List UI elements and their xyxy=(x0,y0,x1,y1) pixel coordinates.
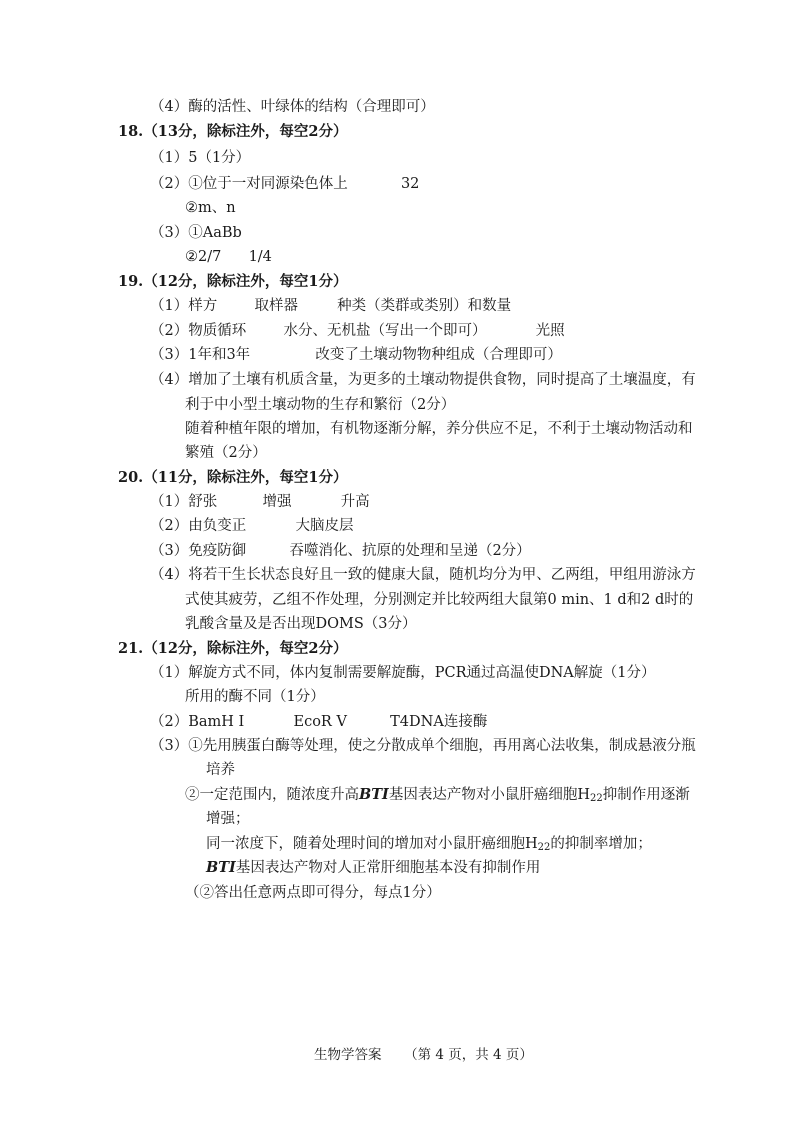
header-text: 20.（11分，除标注外，每空1分） xyxy=(118,469,348,486)
answer-19-1 xyxy=(150,296,511,316)
answer-text: ②一定范围内，随浓度升高 xyxy=(185,787,359,803)
answer-20-2 xyxy=(150,516,353,536)
answer-20-3 xyxy=(150,541,531,561)
answer-text: （3）1年和3年 xyxy=(150,347,251,363)
answer-21-1a xyxy=(150,663,656,683)
answer-text: 增强 xyxy=(262,494,292,510)
answer-text: 抑制作用逐渐 xyxy=(602,787,690,803)
answer-text: 式使其疲劳，乙组不作处理，分别测定并比较两组大鼠第0 min、1 d和2 d时的 xyxy=(185,592,694,608)
answer-19-4c xyxy=(185,419,693,439)
answer-text: 同一浓度下，随着处理时间的增加对小鼠肝癌细胞 xyxy=(206,836,525,852)
question-21-header xyxy=(118,639,348,659)
answer-17-4 xyxy=(150,97,435,117)
cell-line-subscript: 22 xyxy=(590,793,603,804)
answer-text: （3）①AaBb xyxy=(150,225,242,241)
answer-text: 增强； xyxy=(206,811,250,827)
answer-text: EcoR V xyxy=(293,714,347,730)
answer-text: （3）免疫防御 xyxy=(150,543,247,559)
answer-20-4c xyxy=(185,614,417,634)
answer-text: 1/4 xyxy=(248,249,272,265)
page-footer xyxy=(314,1045,533,1065)
question-18-header xyxy=(118,122,348,142)
answer-text: 吞噬消化、抗原的处理和呈递（2分） xyxy=(289,543,531,559)
answer-text: 水分、无机盐（写出一个即可） xyxy=(283,323,487,339)
header-text: 21.（12分，除标注外，每空2分） xyxy=(118,640,348,657)
answer-text: 种类（类群或类别）和数量 xyxy=(337,298,512,314)
header-text: 18.（13分，除标注外，每空2分） xyxy=(118,123,348,140)
answer-text: （2）物质循环 xyxy=(150,323,247,339)
answer-18-1 xyxy=(150,148,250,168)
answer-text: （4）将若干生长状态良好且一致的健康大鼠，随机均分为甲、乙两组，甲组用游泳方 xyxy=(150,567,696,583)
answer-text: （2）由负变正 xyxy=(150,518,247,534)
answer-text: 取样器 xyxy=(254,298,298,314)
answer-text: T4DNA连接酶 xyxy=(390,714,488,730)
answer-18-2b xyxy=(185,198,236,218)
answer-21-3f xyxy=(206,858,540,878)
answer-21-3c xyxy=(185,785,690,809)
answer-text: 改变了土壤动物物种组成（合理即可） xyxy=(315,347,562,363)
answer-text: （1）样方 xyxy=(150,298,218,314)
answer-20-4a xyxy=(150,565,696,585)
answer-text: 利于中小型土壤动物的生存和繁衍（2分） xyxy=(185,397,456,413)
answer-text: ②2/7 xyxy=(185,249,222,265)
answer-18-2a xyxy=(150,174,419,194)
question-19-header xyxy=(118,272,348,292)
answer-21-3a xyxy=(150,736,696,756)
answer-text: 升高 xyxy=(340,494,370,510)
answer-text: 所用的酶不同（1分） xyxy=(185,689,325,705)
answer-text: 繁殖（2分） xyxy=(185,445,267,461)
answer-19-3 xyxy=(150,345,562,365)
answer-21-3e xyxy=(206,834,652,858)
answer-text: 基因表达产物对小鼠肝癌细胞 xyxy=(388,787,578,803)
answer-text: 的抑制率增加； xyxy=(550,836,652,852)
answer-18-3b xyxy=(185,247,272,267)
answer-text: 光照 xyxy=(535,323,565,339)
answer-text: 随着种植年限的增加，有机物逐渐分解，养分供应不足，不利于土壤动物活动和 xyxy=(185,421,693,437)
answer-19-4a xyxy=(150,370,696,390)
footer-page-number: （第 4 页，共 4 页） xyxy=(404,1047,533,1063)
answer-text: （1）舒张 xyxy=(150,494,218,510)
answer-text: 培养 xyxy=(206,762,235,778)
answer-19-2 xyxy=(150,321,565,341)
answer-20-4b xyxy=(185,590,693,610)
cell-line-subscript: 22 xyxy=(537,842,551,853)
cell-line: H xyxy=(525,836,538,852)
answer-text: （3）①先用胰蛋白酶等处理，使之分散成单个细胞，再用离心法收集，制成悬液分瓶 xyxy=(150,738,696,754)
note-text: （②答出任意两点即可得分，每点1分） xyxy=(185,885,441,901)
answer-text: （1）5（1分） xyxy=(150,150,251,166)
gene-name: BTI xyxy=(206,859,236,876)
answer-text: ②m、n xyxy=(185,200,236,216)
answer-text: （2）BamH I xyxy=(150,714,245,730)
answer-18-3a xyxy=(150,223,242,243)
answer-text: 大脑皮层 xyxy=(295,518,354,534)
answer-text: （4）酶的活性、叶绿体的结构（合理即可） xyxy=(150,99,435,115)
answer-text: 32 xyxy=(400,176,420,192)
question-20-header xyxy=(118,468,348,488)
gene-name: BTI xyxy=(359,786,389,803)
answer-text: 乳酸含量及是否出现DOMS（3分） xyxy=(185,616,417,632)
answer-21-note xyxy=(185,883,441,903)
answer-21-1b xyxy=(185,687,325,707)
answer-20-1 xyxy=(150,492,370,512)
footer-subject: 生物学答案 xyxy=(314,1047,382,1063)
header-text: 19.（12分，除标注外，每空1分） xyxy=(118,273,348,290)
answer-text: 基因表达产物对人正常肝细胞基本没有抑制作用 xyxy=(235,860,541,876)
answer-21-3b xyxy=(206,760,235,780)
answer-text: （1）解旋方式不同，体内复制需要解旋酶，PCR通过高温使DNA解旋（1分） xyxy=(150,665,656,681)
answer-21-2 xyxy=(150,712,487,732)
answer-text: （2）①位于一对同源染色体上 xyxy=(150,176,348,192)
answer-19-4d xyxy=(185,443,267,463)
answer-21-3d xyxy=(206,809,250,829)
answer-19-4b xyxy=(185,395,455,415)
answer-text: （4）增加了土壤有机质含量，为更多的土壤动物提供食物，同时提高了土壤温度，有 xyxy=(150,372,696,388)
cell-line: H xyxy=(577,787,590,803)
